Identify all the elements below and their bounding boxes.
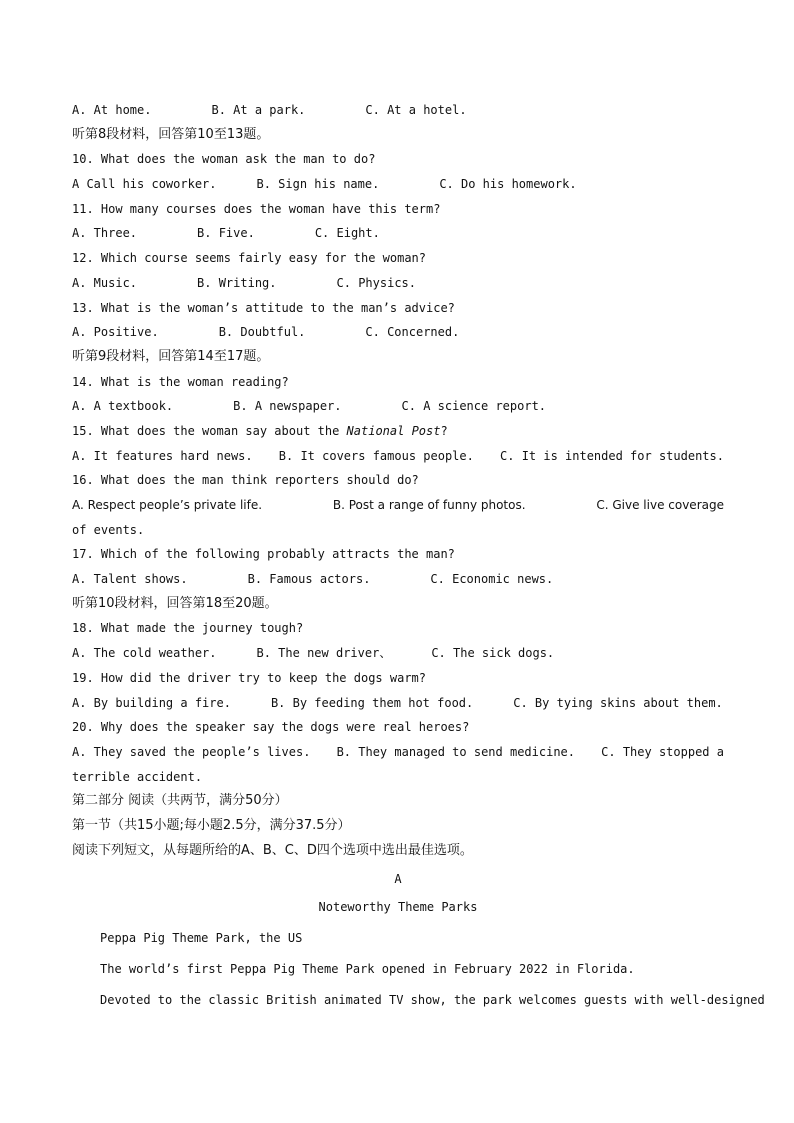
- q19-stem: 19. How did the driver try to keep the dogs warm?: [72, 670, 427, 685]
- q14-option-b: B. A newspaper.: [233, 399, 342, 414]
- q15-stem-pre: 15. What does the woman say about the: [72, 423, 347, 438]
- q15-stem: [72, 419, 724, 444]
- q11-option-b: B. Five.: [197, 226, 255, 241]
- q10-option-a: A Call his coworker.: [72, 177, 217, 192]
- passage-paragraph-2: The world’s first Peppa Pig Theme Park opened in February 2022 in Florida.: [100, 962, 635, 976]
- q10-option-c: C. Do his homework.: [439, 177, 577, 192]
- q15-stem-title: National Post: [346, 423, 441, 438]
- q16-stem: 16. What does the man think reporters should do?: [72, 473, 419, 488]
- q13-stem: 13. What is the woman’s attitude to the man’s advice?: [72, 300, 455, 315]
- q11-options: [72, 221, 724, 246]
- q15-option-c: C. It is intended for students.: [500, 448, 724, 463]
- section9-heading: 听第9段材料，回答第14至17题。: [72, 348, 270, 364]
- q13-options: [72, 320, 724, 345]
- q9-option-a: A. At home.: [72, 103, 152, 117]
- reading-instruction: 阅读下列短文，从每题所给的A、B、C、D四个选项中选出最佳选项。: [72, 842, 473, 858]
- passage-paragraph-3: Devoted to the classic British animated TV show, the park welcomes guests with well-designed: [100, 993, 765, 1007]
- document-page: [72, 98, 765, 1016]
- q12-option-b: B. Writing.: [197, 275, 277, 290]
- passage-letter: A: [394, 872, 402, 887]
- q16-option-a: A. Respect people’s private life.: [72, 498, 263, 512]
- q13-option-b: B. Doubtful.: [218, 325, 306, 340]
- part2-heading: 第二部分 阅读（共两节，满分50分）: [72, 793, 288, 809]
- passage-title: Noteworthy Theme Parks: [318, 900, 478, 914]
- q17-option-a: A. Talent shows.: [72, 572, 188, 587]
- q14-option-a: A. A textbook.: [72, 399, 174, 414]
- q12-option-a: A. Music.: [72, 275, 138, 290]
- q19-option-c: C. By tying skins about them.: [513, 695, 723, 710]
- q19-option-b: B. By feeding them hot food.: [270, 695, 474, 710]
- q15-stem-post: ?: [440, 423, 448, 438]
- q16-option-b: B. Post a range of funny photos.: [332, 498, 526, 512]
- q13-option-c: C. Concerned.: [365, 325, 460, 340]
- q12-stem: 12. Which course seems fairly easy for the woman?: [72, 251, 427, 266]
- q14-option-c: C. A science report.: [401, 399, 547, 414]
- q19-option-a: A. By building a fire.: [72, 695, 231, 710]
- section10-heading: 听第10段材料，回答第18至20题。: [72, 595, 278, 611]
- q17-option-b: B. Famous actors.: [247, 572, 371, 587]
- q14-options: [72, 394, 724, 419]
- q18-option-b: B. The new driver、: [256, 646, 392, 661]
- q10-options: [72, 172, 724, 197]
- q11-stem: 11. How many courses does the woman have this term?: [72, 201, 441, 216]
- section1-heading: 第一节（共15小题;每小题2.5分，满分37.5分）: [72, 817, 351, 833]
- q9-options: [72, 98, 724, 123]
- q18-options: [72, 641, 724, 666]
- q15-option-a: A. It features hard news.: [72, 448, 253, 463]
- q20-option-c-continued: terrible accident.: [72, 769, 203, 784]
- q10-stem: 10. What does the woman ask the man to do?: [72, 152, 376, 167]
- q20-stem: 20. Why does the speaker say the dogs were real heroes?: [72, 720, 470, 735]
- q9-option-b: B. At a park.: [211, 103, 306, 117]
- q12-options: [72, 271, 724, 296]
- q11-option-c: C. Eight.: [314, 226, 380, 241]
- q19-options: [72, 691, 724, 716]
- q15-option-b: B. It covers famous people.: [278, 448, 474, 463]
- q16-option-c-continued: of events.: [72, 522, 145, 537]
- q17-stem: 17. Which of the following probably attracts the man?: [72, 547, 455, 562]
- q13-option-a: A. Positive.: [72, 325, 159, 340]
- q20-option-a: A. They saved the people’s lives.: [72, 744, 311, 759]
- q17-option-c: C. Economic news.: [430, 572, 554, 587]
- q14-stem: 14. What is the woman reading?: [72, 374, 289, 389]
- q20-option-b: B. They managed to send medicine.: [336, 744, 575, 759]
- q20-options: [72, 740, 724, 765]
- q12-option-c: C. Physics.: [336, 275, 416, 290]
- q11-option-a: A. Three.: [72, 226, 138, 241]
- q20-option-c: C. They stopped a: [601, 744, 724, 759]
- q15-options: [72, 444, 724, 469]
- q10-option-b: B. Sign his name.: [256, 177, 380, 192]
- section8-heading: 听第8段材料，回答第10至13题。: [72, 126, 270, 142]
- q18-option-c: C. The sick dogs.: [431, 646, 555, 661]
- passage-paragraph-1: Peppa Pig Theme Park, the US: [100, 931, 303, 945]
- q18-option-a: A. The cold weather.: [72, 646, 217, 661]
- q16-options: [72, 493, 724, 518]
- q16-option-c: C. Give live coverage: [596, 498, 724, 512]
- q9-option-c: C. At a hotel.: [365, 103, 467, 117]
- q17-options: [72, 567, 724, 592]
- q18-stem: 18. What made the journey tough?: [72, 621, 304, 636]
